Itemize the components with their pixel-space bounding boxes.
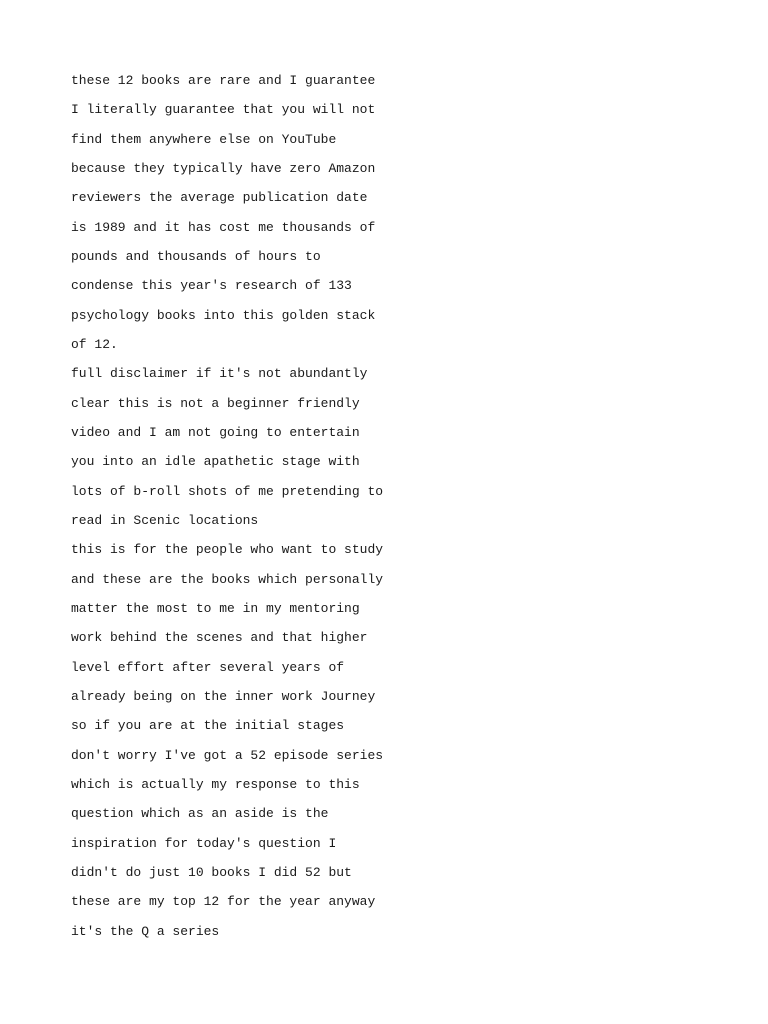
text-line: don't worry I've got a 52 episode series bbox=[71, 747, 384, 763]
text-line: level effort after several years of bbox=[71, 659, 345, 675]
text-line: this is for the people who want to study bbox=[71, 542, 384, 558]
text-line: these are my top 12 for the year anyway bbox=[71, 894, 376, 910]
text-line: pounds and thousands of hours to bbox=[71, 248, 321, 264]
transcript-text bbox=[71, 66, 383, 946]
text-line: I literally guarantee that you will not bbox=[71, 102, 376, 118]
text-line: read in Scenic locations bbox=[71, 512, 259, 528]
text-line: which is actually my response to this bbox=[71, 776, 360, 792]
text-line: condense this year's research of 133 bbox=[71, 278, 352, 294]
text-line: reviewers the average publication date bbox=[71, 190, 368, 206]
text-line: work behind the scenes and that higher bbox=[71, 630, 368, 646]
text-line: video and I am not going to entertain bbox=[71, 424, 360, 440]
text-line: psychology books into this golden stack bbox=[71, 307, 376, 323]
text-line: of 12. bbox=[71, 336, 118, 352]
text-line: inspiration for today's question I bbox=[71, 835, 337, 851]
text-line: because they typically have zero Amazon bbox=[71, 160, 376, 176]
text-line: you into an idle apathetic stage with bbox=[71, 454, 360, 470]
text-line: these 12 books are rare and I guarantee bbox=[71, 73, 376, 88]
text-line: clear this is not a beginner friendly bbox=[71, 395, 360, 411]
text-line: question which as an aside is the bbox=[71, 806, 329, 822]
text-line: matter the most to me in my mentoring bbox=[71, 600, 360, 616]
text-line: is 1989 and it has cost me thousands of bbox=[71, 219, 376, 235]
text-line: find them anywhere else on YouTube bbox=[71, 131, 337, 147]
text-line: lots of b-roll shots of me pretending to bbox=[71, 483, 384, 499]
text-line: didn't do just 10 books I did 52 but bbox=[71, 864, 352, 880]
text-line: already being on the inner work Journey bbox=[71, 688, 376, 704]
text-line: so if you are at the initial stages bbox=[71, 718, 345, 734]
text-line: full disclaimer if it's not abundantly bbox=[71, 366, 368, 382]
text-line: it's the Q a series bbox=[71, 923, 220, 939]
text-line: and these are the books which personally bbox=[71, 571, 384, 587]
